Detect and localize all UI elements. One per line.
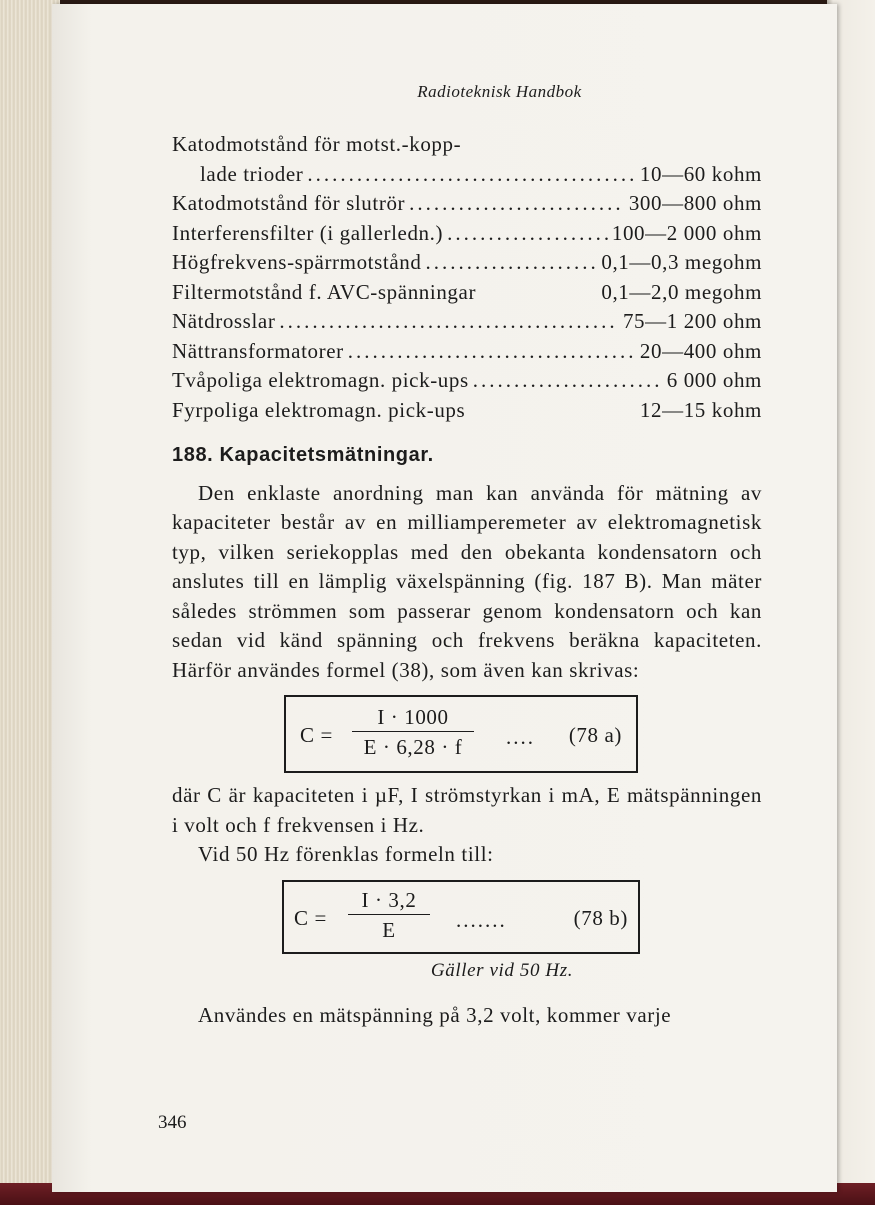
leader-dots bbox=[473, 366, 663, 396]
formula-78a bbox=[284, 695, 638, 773]
formula-denominator: E · 6,28 · f bbox=[363, 735, 463, 759]
resistance-label: Interferensfilter (i gallerledn.) bbox=[172, 220, 444, 245]
resistance-row bbox=[172, 219, 762, 249]
resistance-row bbox=[172, 366, 762, 396]
section-number: 188. bbox=[172, 444, 214, 466]
resistance-label: Tvåpoliga elektromagn. pick-ups bbox=[172, 368, 469, 392]
resistance-list bbox=[172, 130, 762, 425]
section-title: Kapacitetsmätningar. bbox=[219, 444, 434, 466]
resistance-row bbox=[172, 396, 762, 426]
paragraph-variables: där C är kapaciteten i µF, I strömstyrkan i mA, E mätspänningen i volt och f frekvensen i Hz. bbox=[172, 783, 762, 837]
resistance-value: 100—2 000 ohm bbox=[611, 220, 762, 245]
book-page bbox=[52, 4, 837, 1192]
resistance-label: Nättransformatorer bbox=[172, 338, 344, 363]
resistance-row bbox=[172, 130, 762, 160]
formula-reference: (78 a) bbox=[568, 723, 622, 747]
formula-lhs: C = bbox=[294, 905, 327, 930]
resistance-value: 10—60 kohm bbox=[639, 161, 762, 186]
resistance-value: 12—15 kohm bbox=[639, 397, 762, 422]
section-heading bbox=[172, 441, 762, 471]
leader-dots bbox=[307, 160, 636, 190]
resistance-label: Högfrekvens-spärrmotstånd bbox=[172, 250, 422, 274]
resistance-row bbox=[172, 160, 762, 190]
resistance-label: Katodmotstånd för slutrör bbox=[172, 191, 406, 215]
leader-dots bbox=[279, 307, 619, 337]
running-head: Radioteknisk Handbok bbox=[417, 82, 582, 101]
paragraph-intro: Den enklaste anordning man kan använda för mätning av kapaciteter består av en milliamperemeter av elektromagnetisk typ, vilken seriekopplas med den obekanta kondensatorn och anslutes till en lämplig växelspänning (fig. 187 B). Man mäter således strömmen som passerar genom kondensatorn och kan sedan vid känd spänning och frekvens beräkna kapaciteten. Härför användes formel (38), som även kan skrivas: bbox=[172, 480, 762, 682]
resistance-value: 0,1—0,3 megohm bbox=[601, 250, 762, 274]
formula-fraction bbox=[352, 703, 474, 762]
resistance-row bbox=[172, 337, 762, 367]
resistance-label: lade trioder bbox=[200, 161, 304, 186]
page-number: 346 bbox=[158, 1112, 187, 1133]
leader-dots bbox=[425, 248, 597, 278]
formula-reference: (78 b) bbox=[573, 905, 628, 930]
resistance-row bbox=[172, 307, 762, 337]
resistance-row bbox=[172, 248, 762, 278]
paragraph-continuation: Användes en mätspänning på 3,2 volt, kommer varje bbox=[198, 1003, 672, 1027]
formula-leader-dots: ....... bbox=[456, 907, 507, 932]
resistance-label: Katodmotstånd för motst.-kopp- bbox=[172, 132, 462, 156]
resistance-value: 0,1—2,0 megohm bbox=[601, 279, 762, 304]
resistance-value: 6 000 ohm bbox=[666, 368, 762, 392]
resistance-row bbox=[172, 278, 762, 308]
page-content bbox=[172, 130, 762, 1031]
resistance-value: 300—800 ohm bbox=[628, 191, 762, 215]
paragraph-simplify: Vid 50 Hz förenklas formeln till: bbox=[198, 842, 494, 866]
resistance-value: 75—1 200 ohm bbox=[622, 309, 762, 333]
resistance-value: 20—400 ohm bbox=[639, 338, 762, 363]
resistance-row bbox=[172, 189, 762, 219]
formula-78b bbox=[282, 880, 640, 954]
resistance-label: Nätdrosslar bbox=[172, 309, 276, 333]
leader-dots bbox=[447, 219, 608, 249]
formula-numerator: I · 1000 bbox=[352, 703, 474, 732]
formula-fraction bbox=[348, 886, 430, 945]
leader-dots bbox=[409, 189, 625, 219]
leader-dots bbox=[348, 337, 636, 367]
formula-numerator: I · 3,2 bbox=[348, 886, 430, 915]
formula-lhs: C = bbox=[300, 723, 333, 747]
formula-caption: Gäller vid 50 Hz. bbox=[430, 959, 574, 981]
resistance-label: Fyrpoliga elektromagn. pick-ups bbox=[172, 397, 466, 422]
formula-denominator: E bbox=[382, 917, 396, 942]
page-stack-edge bbox=[0, 0, 60, 1205]
resistance-label: Filtermotstånd f. AVC-spänningar bbox=[172, 279, 477, 304]
formula-leader-dots: .... bbox=[506, 725, 535, 749]
